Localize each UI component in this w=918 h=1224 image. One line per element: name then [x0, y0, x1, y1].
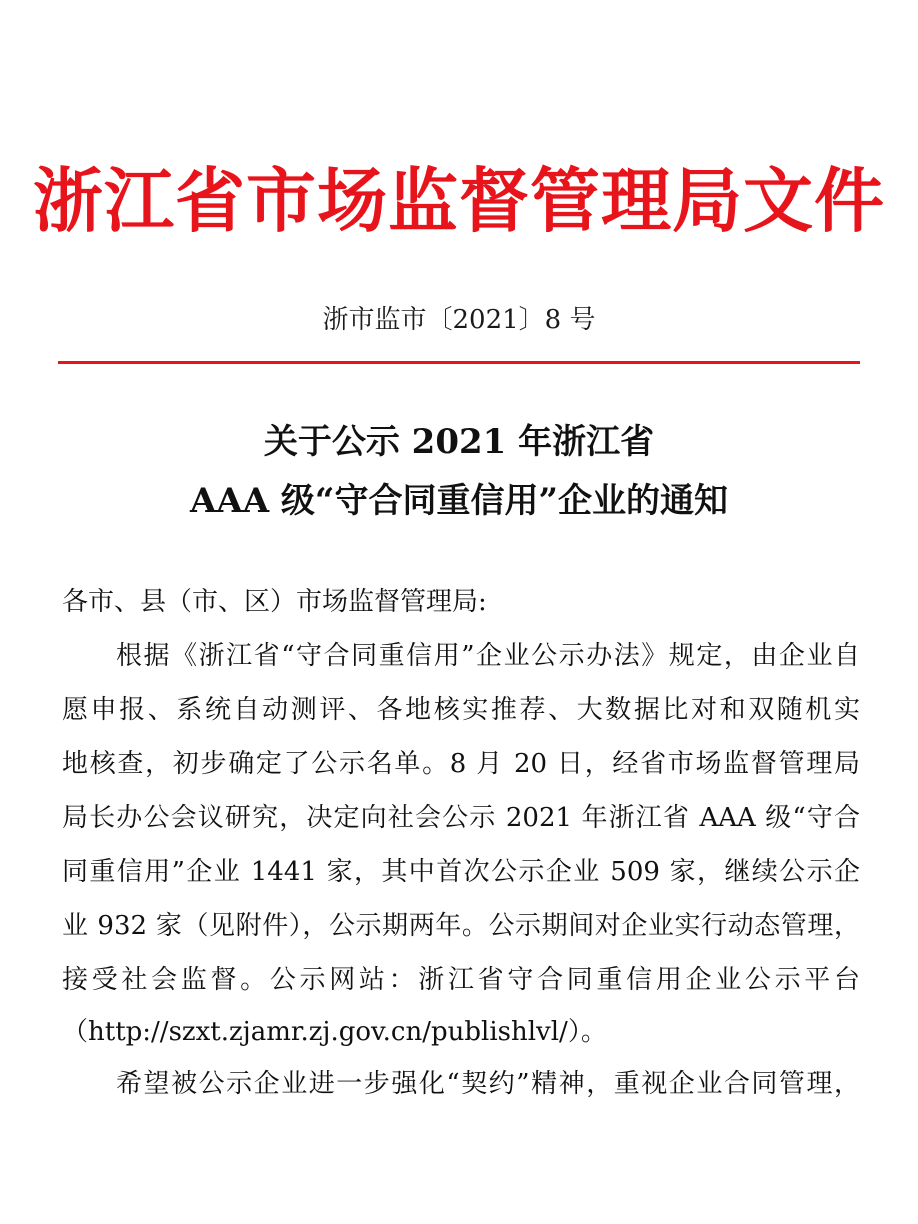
salutation: 各市、县（市、区）市场监督管理局: [62, 587, 487, 617]
paragraph-1-line-4: 局长办公会议研究，决定向社会公示 2021 年浙江省 AAA 级“守合 [62, 803, 860, 833]
paragraph-1-line-3: 地核查，初步确定了公示名单。8 月 20 日，经省市场监督管理局 [62, 749, 860, 779]
paragraph-1-line-7: 接受社会监督。公示网站：浙江省守合同重信用企业公示平台 [62, 965, 860, 995]
document-number: 浙市监市〔2021〕8 号 [322, 305, 596, 335]
paragraph-1-line-6: 业 932 家（见附件），公示期两年。公示期间对企业实行动态管理， [62, 911, 860, 941]
website-url-line: （http://szxt.zjamr.zj.gov.cn/publishlvl/）。 [62, 1017, 607, 1047]
paragraph-1-line-2: 愿申报、系统自动测评、各地核实推荐、大数据比对和双随机实 [62, 695, 860, 725]
paragraph-1-line-1: 根据《浙江省“守合同重信用”企业公示办法》规定，由企业自 [116, 641, 860, 671]
notice-title-line-1: 关于公示 2021 年浙江省 [263, 422, 655, 462]
document-masthead: 浙江省市场监督管理局文件 [33, 160, 885, 242]
red-divider-rule [58, 361, 860, 364]
paragraph-1-line-5: 同重信用”企业 1441 家，其中首次公示企业 509 家，继续公示企 [62, 857, 860, 887]
paragraph-2-line-1: 希望被公示企业进一步强化“契约”精神，重视企业合同管理， [116, 1069, 860, 1099]
notice-title-line-2: AAA 级“守合同重信用”企业的通知 [189, 481, 729, 521]
